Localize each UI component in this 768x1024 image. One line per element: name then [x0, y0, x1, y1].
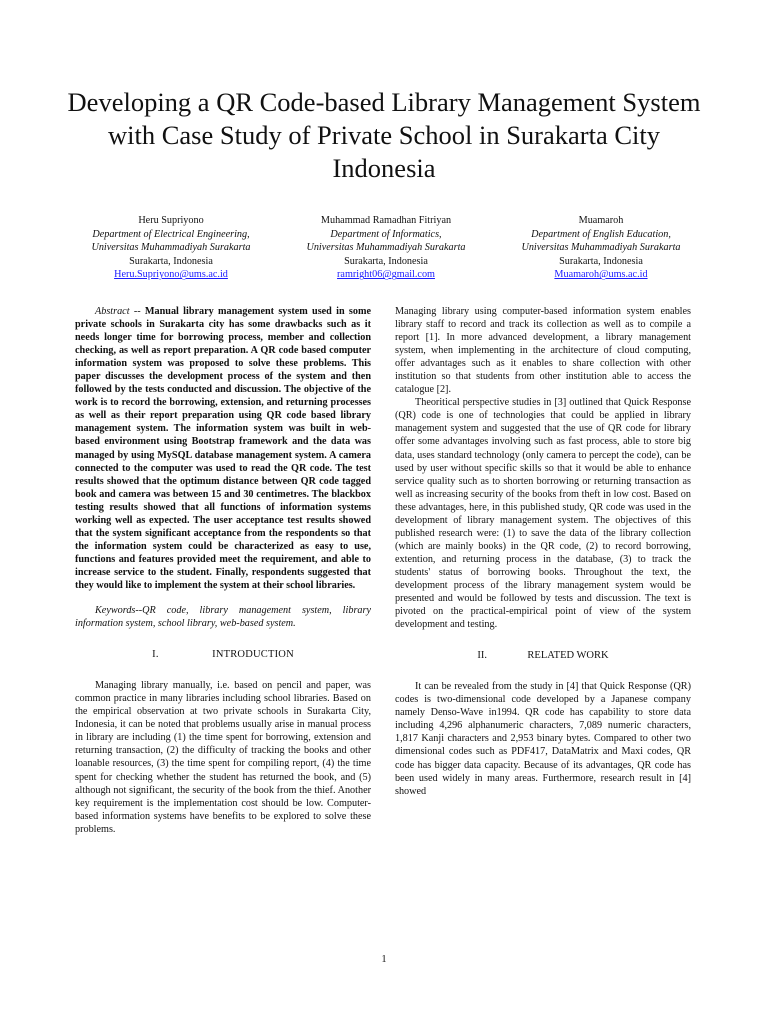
section-title: INTRODUCTION: [212, 649, 294, 661]
author-email-link[interactable]: Muamaroh@ums.ac.id: [554, 269, 648, 281]
author-department: Department of Informatics,: [330, 228, 442, 240]
author-3: [496, 214, 706, 282]
section-title: RELATED WORK: [527, 650, 609, 662]
author-institution: Universitas Muhammadiyah Surakarta: [521, 242, 681, 254]
page-number: 1: [381, 954, 387, 965]
section-number: I.: [152, 649, 159, 661]
author-email-link[interactable]: Heru.Supriyono@ums.ac.id: [114, 269, 228, 281]
body-paragraph: Managing library using computer-based information system enables library staff to record and track its collection as well as to compile a report [1]. In more advanced development, a library management system, when implementing in the architecture of cloud computing, offer advantages such as it enables to share collection with other institution so that students from other institution able to access the catalogue [2].: [395, 306, 691, 396]
introduction-paragraph: Managing library manually, i.e. based on pencil and paper, was common practice in many libraries including school libraries. Based on the empirical observation at two private schools in Surakarta City, Indonesia, it can be noted that problems usually arise in manual process in library are including (1) the time spent for borrowing, extension and returning transaction, (2) the difficulty of tracking the books and other loanable resources, (3) the time spent for compiling report, (4) the time spent for checking whether the student has returned the book, and (5) although not significant, the security of the book from the thief. Another key requirement is the implementation cost should be low. Computer-based information systems have benefits to be explored to solve these problems.: [75, 680, 371, 835]
author-block: [66, 214, 706, 282]
author-location: Surakarta, Indonesia: [344, 255, 428, 267]
author-1: [66, 214, 276, 282]
author-institution: Universitas Muhammadiyah Surakarta: [306, 242, 466, 254]
author-email-link[interactable]: ramright06@gmail.com: [337, 269, 435, 281]
author-location: Surakarta, Indonesia: [559, 255, 643, 267]
author-name: Muhammad Ramadhan Fitriyan: [320, 215, 452, 226]
abstract: [75, 305, 371, 592]
abstract-label: Abstract --: [95, 306, 141, 317]
section-heading-introduction: [75, 648, 371, 661]
right-column: [395, 305, 691, 798]
author-department: Department of English Education,: [531, 228, 671, 240]
author-name: Heru Supriyono: [138, 215, 204, 226]
author-department: Department of Electrical Engineering,: [92, 228, 250, 240]
author-name: Muamaroh: [578, 215, 624, 226]
related-work-paragraph: It can be revealed from the study in [4] that Quick Response (QR) codes is two-dimensional code developed by a Japanese company namely Denso-Wave in1994. QR code has capability to store data including 4,296 alphanumeric characters, 7,089 numeric characters, 1,817 Kanji characters and 2,953 binary bytes. Compared to other two dimensional codes such as PDF417, DataMatrix and Maxi codes, QR code has bigger data capacity. Because of its advantages, QR code has been used widely in many areas. Furthermore, research result in [4] showed: [395, 681, 691, 797]
author-institution: Universitas Muhammadiyah Surakarta: [91, 242, 251, 254]
keywords: Keywords--QR code, library management system, library information system, school library, web-based system.: [75, 605, 371, 630]
section-number: II.: [477, 650, 488, 662]
author-2: [281, 214, 491, 282]
paper-title: Developing a QR Code-based Library Management System with Case Study of Private School in Surakarta City Indonesia: [67, 87, 701, 183]
author-location: Surakarta, Indonesia: [129, 255, 213, 267]
abstract-text: Manual library management system used in some private schools in Surakarta city has some drawbacks such as it needs longer time for borrowing process, member and collection checking, as well as report preparation. A QR code based computer information system was proposed to solve these problems. This paper discusses the development process of the system and then followed by the tests conducted and discussion. The objective of the work is to record the borrowing, extension, and returning processes as well as their report preparation using QR code based library management system. The information system was built in web-based environment using Bootstrap framework and the data was managed by using MySQL database management system. A camera connected to the computer was used to read the QR code. The test results showed that the optimum distance between QR code tagged book and camera was between 15 and 30 centimetres. The blackbox testing results showed that all functions of information systems working well as expected. The user acceptance test results showed that the system significant acceptance from the respondents so that the information system could be characterized as easy to use, functions and features provided meet the requirement, and able to increase service to the student. Finally, respondents suggested that they would like to implement the system at their school libraries.: [75, 306, 371, 591]
left-column: [75, 305, 371, 836]
section-heading-related-work: [395, 649, 691, 662]
body-paragraph: Theoritical perspective studies in [3] outlined that Quick Response (QR) code is one of technologies that could be applied in library management system and suggested that the use of QR code for library offer some advantages involving such as fast process, able to store big data, uses standard technology (only camera to percept the code), can be used by user without specific skills so that it would be able to enhance service quality such as to shorten borrowing or returning transaction as well as increasing security of the books from theft in low cost. Based on these advantages, here, in this published study, QR code was used in the development of library management system. The objectives of this published research were: (1) to save the data of the library collection (which are mainly books) in the QR code, (2) to record borrowing, extention, and returning process in the database, (3) to track the students' status of borrowing books. Throughout the text, the development process of the library management system would be presented and would be followed by tests and discussion. The text is pivoted on the practical-empirical point of view of the system development and testing.: [395, 397, 691, 631]
